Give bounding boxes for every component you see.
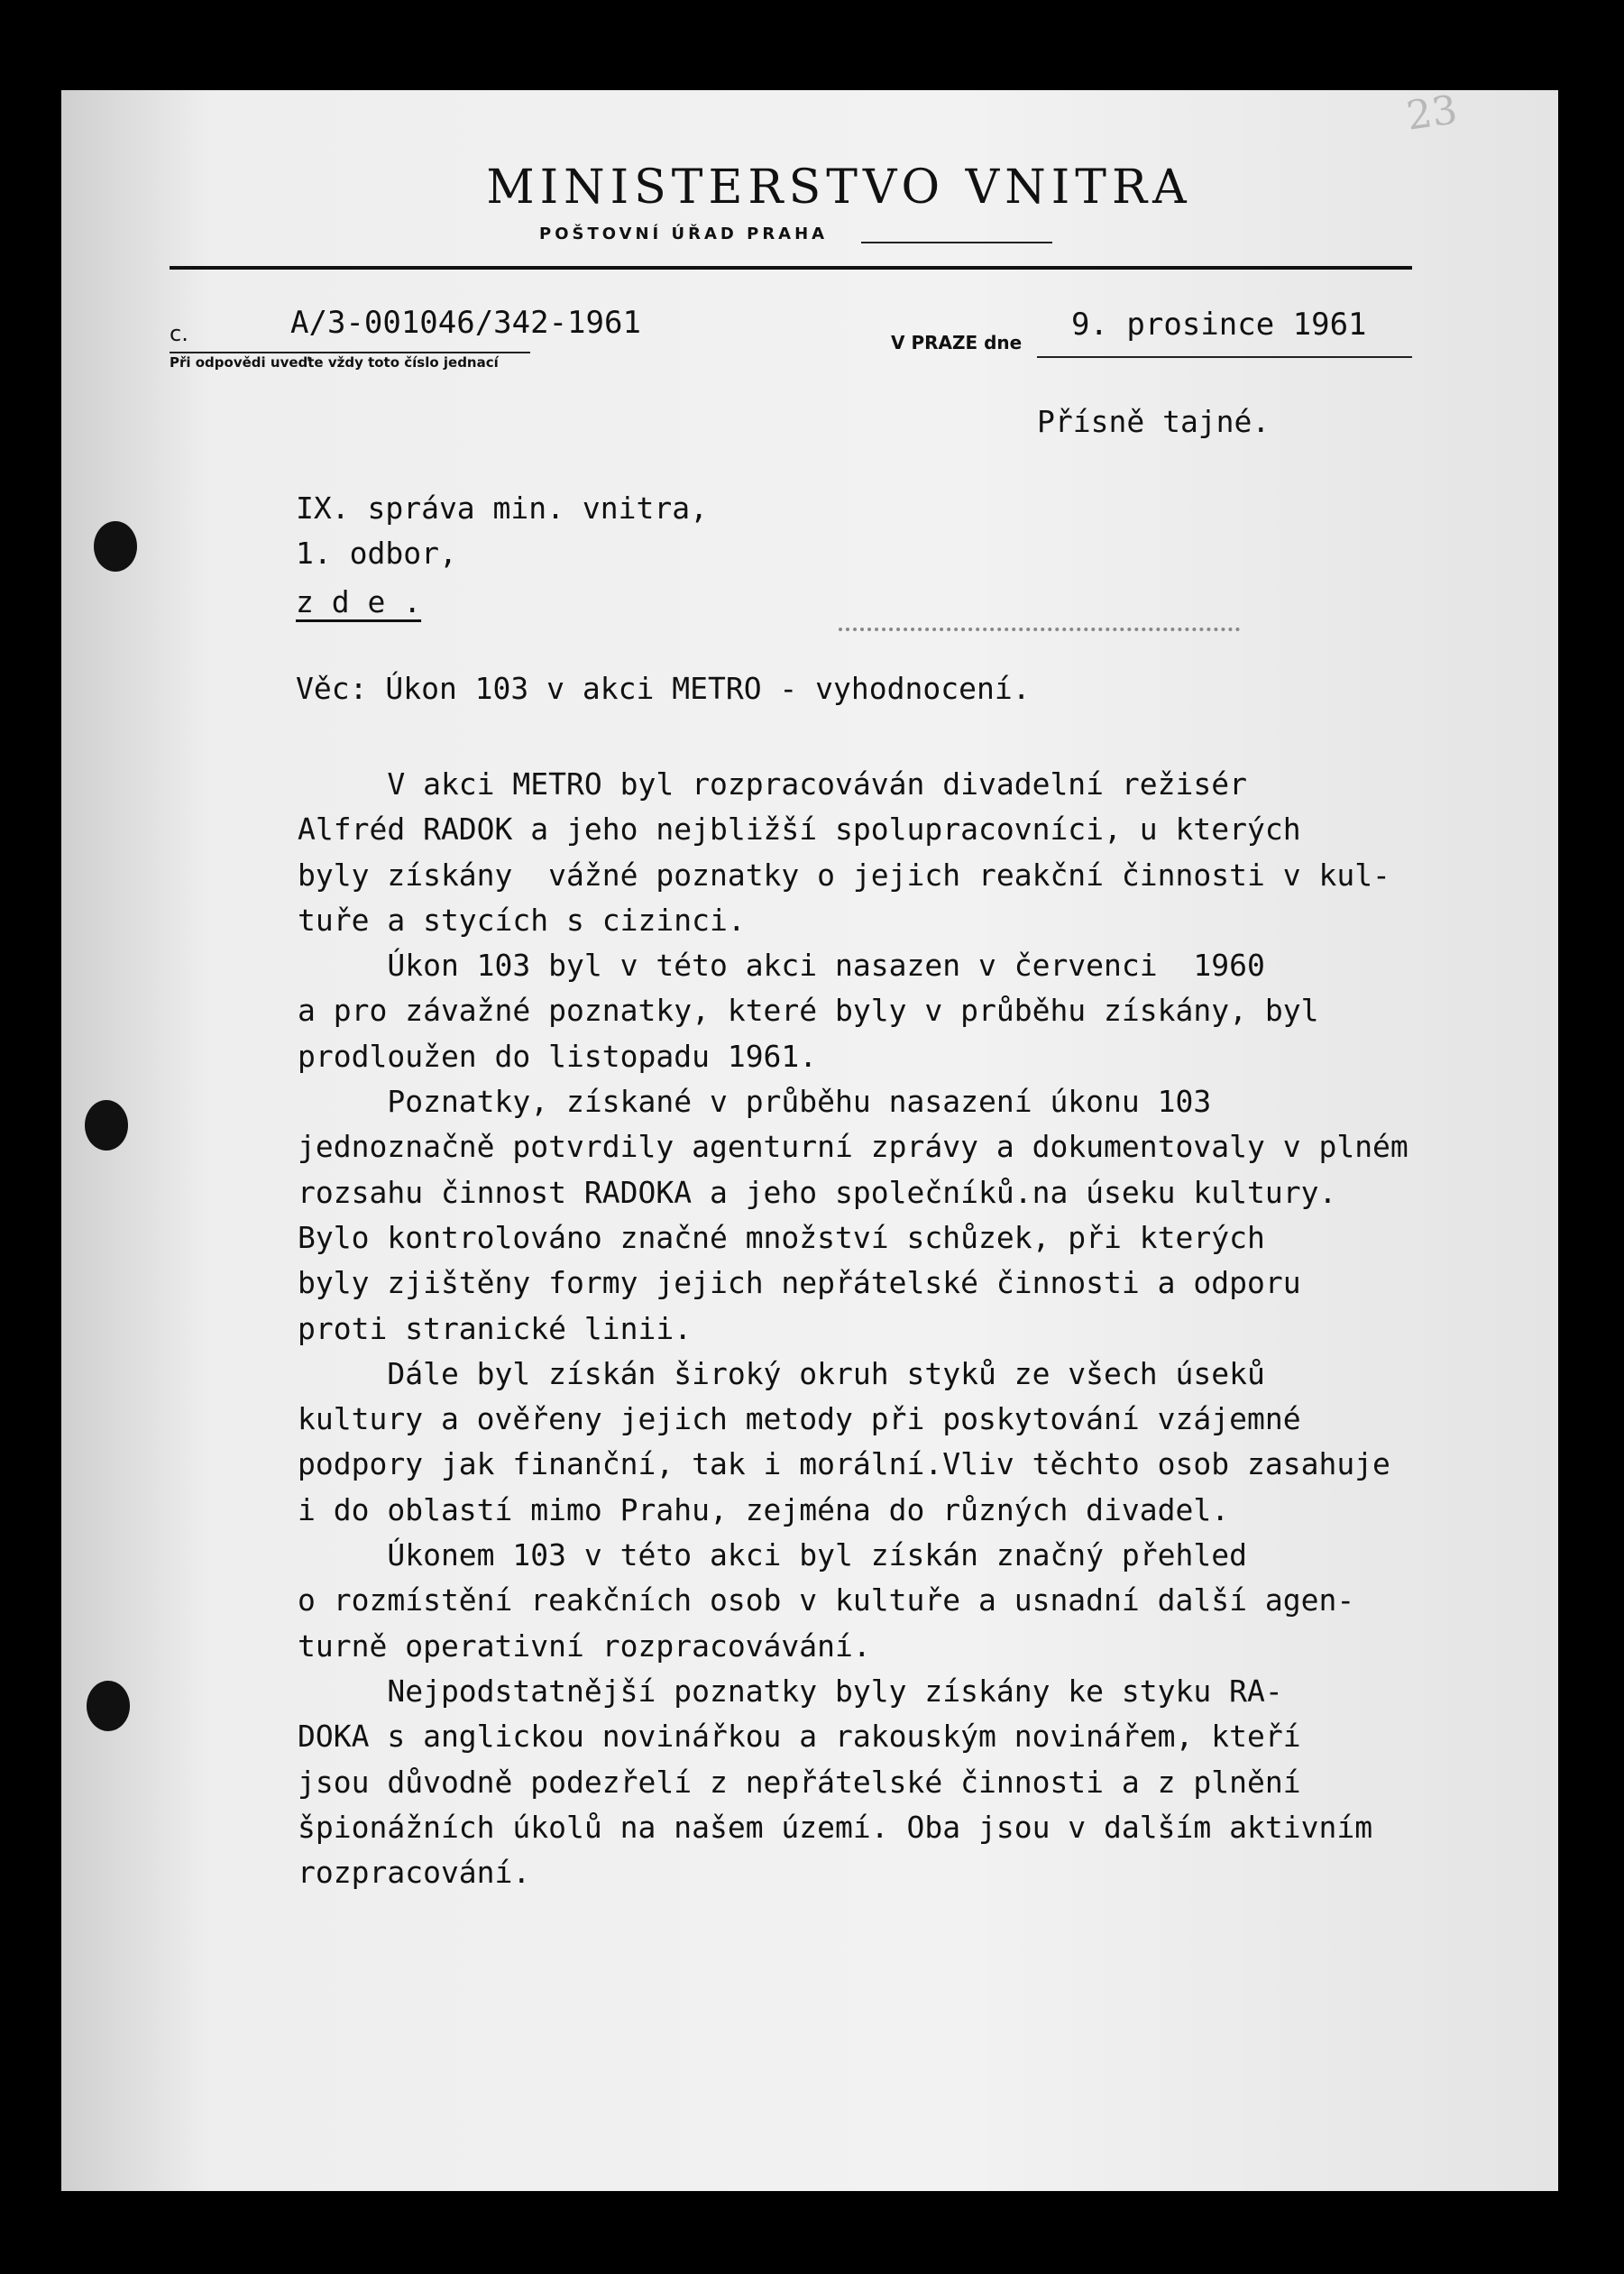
body-line: Poznatky, získané v průběhu nasazení úkonu 103 xyxy=(298,1084,1212,1120)
reference-prefix: c. xyxy=(170,321,188,346)
body-line: i do oblastí mimo Prahu, zejména do různých divadel. xyxy=(298,1491,1230,1527)
body-line: jsou důvodně podezřelí z nepřátelské činnosti a z plnění xyxy=(298,1764,1301,1800)
body-line: Úkon 103 byl v této akci nasazen v červenci 1960 xyxy=(298,948,1265,984)
document-date: 9. prosince 1961 xyxy=(1071,307,1367,343)
body-line: prodloužen do listopadu 1961. xyxy=(298,1038,818,1074)
punch-hole-top xyxy=(94,521,137,572)
body-line: kultury a ověřeny jejich metody při poskytování vzájemné xyxy=(298,1401,1301,1437)
letter-body xyxy=(298,762,1425,1895)
corner-page-number: 23 xyxy=(1403,87,1461,140)
body-line: proti stranické linii. xyxy=(298,1310,693,1346)
reference-number: A/3-001046/342-1961 xyxy=(290,305,641,341)
body-line: Alfréd RADOK a jeho nejbližší spolupracovníci, u kterých xyxy=(298,811,1301,848)
body-line: špionážních úkolů na našem území. Oba jsou v dalším aktivním xyxy=(298,1809,1373,1845)
office-fill-line xyxy=(861,242,1052,243)
dotted-line xyxy=(839,628,1240,631)
punch-hole-middle xyxy=(85,1100,128,1151)
body-line: Dále byl získán široký okruh styků ze všech úseků xyxy=(298,1355,1265,1391)
addressee-line-3: z d e . xyxy=(296,584,422,619)
date-underline xyxy=(1037,356,1412,358)
body-line: turně operativní rozpracovávání. xyxy=(298,1628,871,1664)
subject-line: Věc: Úkon 103 v akci METRO - vyhodnocení. xyxy=(296,671,1031,706)
body-line: DOKA s anglickou novinářkou a rakouským novinářem, kteří xyxy=(298,1719,1301,1755)
reference-underline xyxy=(170,352,530,353)
body-line: a pro závažné poznatky, které byly v průběhu získány, byl xyxy=(298,993,1319,1029)
body-line: rozpracování. xyxy=(298,1855,531,1891)
body-line: byly získány vážné poznatky o jejich reakční činnosti v kul- xyxy=(298,857,1390,893)
addressee-line-2: 1. odbor, xyxy=(296,536,457,571)
body-line: jednoznačně potvrdily agenturní zprávy a dokumentovaly v plném xyxy=(298,1129,1408,1165)
reference-note: Při odpovědi uveďte vždy toto číslo jednací xyxy=(170,354,499,371)
body-line: Nejpodstatnější poznatky byly získány ke styku RA- xyxy=(298,1673,1283,1709)
body-line: V akci METRO byl rozpracováván divadelní režisér xyxy=(298,766,1247,802)
body-line: tuře a stycích s cizinci. xyxy=(298,902,746,938)
addressee-line-1: IX. správa min. vnitra, xyxy=(296,491,708,526)
header-divider xyxy=(170,266,1412,270)
classification-mark: Přísně tajné. xyxy=(1037,404,1271,439)
ministry-heading: MINISTERSTVO VNITRA xyxy=(486,160,1192,215)
body-line: Úkonem 103 v této akci byl získán značný přehled xyxy=(298,1537,1247,1573)
body-line: Bylo kontrolováno značné množství schůzek, při kterých xyxy=(298,1219,1265,1255)
body-line: podpory jak finanční, tak i morální.Vliv těchto osob zasahuje xyxy=(298,1446,1390,1482)
office-label: POŠTOVNÍ ÚŘAD PRAHA xyxy=(539,225,829,243)
body-line: rozsahu činnost RADOKA a jeho společníků.na úseku kultury. xyxy=(298,1174,1337,1210)
punch-hole-bottom xyxy=(87,1681,130,1731)
place-label: V PRAZE dne xyxy=(891,332,1023,353)
body-line: o rozmístění reakčních osob v kultuře a usnadní další agen- xyxy=(298,1582,1355,1618)
body-line: byly zjištěny formy jejich nepřátelské činnosti a odporu xyxy=(298,1265,1301,1301)
